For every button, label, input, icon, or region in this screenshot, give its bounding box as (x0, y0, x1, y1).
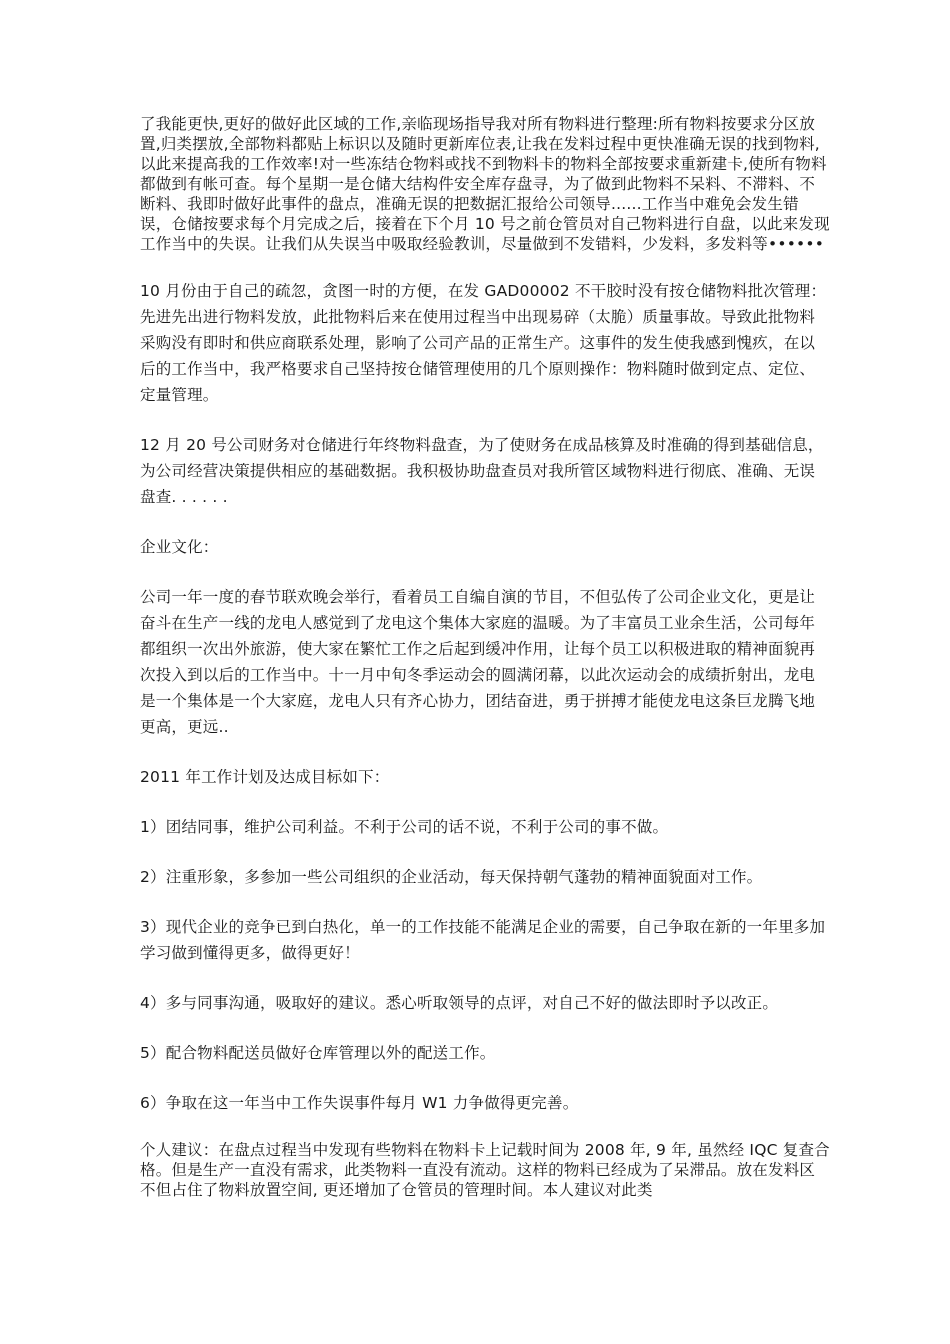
section-heading-2011-plan: 2011 年工作计划及达成目标如下： (140, 768, 390, 786)
paragraph-gap (140, 254, 830, 278)
plan-item-2: 2）注重形象，多参加一些公司组织的企业活动，每天保持朝气蓬勃的精神面貌面对工作。 (140, 868, 763, 886)
paragraph-october-incident: 10 月份由于自己的疏忽，贪图一时的方便，在发 GAD00002 不干胶时没有按仓储物料批次管理：先进先出进行物料发放，此批物料后来在使用过程当中出现易碎（太脆）质量事故。导致此批物料采购没有即时和供应商联系处理，影响了公司产品的正常生产。这事件的发生使我感到愧疚，在以后的工作当中，我严格要求自己坚持按仓储管理使用的几个原则操作：物料随时做到定点、定位、定量管理。 (140, 282, 827, 404)
paragraph-gap (140, 1066, 830, 1090)
paragraph-warehouse-organization: 了我能更快,更好的做好此区域的工作,亲临现场指导我对所有物料进行整理:所有物料按要求分区放置,归类摆放,全部物料都贴上标识以及随时更新库位表,让我在发料过程中更快准确无误的找到物料,以此来提高我的工作效率!对一些冻结仓物料或找不到物料卡的物料全部按要求重新建卡,使所有物料都做到有帐可查。每个星期一是仓储大结构件安全库存盘寻，为了做到此物料不呆料、不滞料、不断料、我即时做好此事件的盘点，准确无误的把数据汇报给公司领导......工作当中难免会发生错误，仓储按要求每个月完成之后，接着在下个月 10 号之前仓管员对自己物料进行自盘，以此来发现工作当中的失误。让我们从失误当中吸取经验教训，尽量做到不发错料，少发料，多发料等•••••• (140, 115, 830, 253)
plan-item-3: 3）现代企业的竞争已到白热化，单一的工作技能不能满足企业的需要，自己争取在新的一年里多加学习做到懂得更多，做得更好！ (140, 918, 826, 962)
paragraph-gap (140, 840, 830, 864)
document-body (140, 114, 830, 1200)
paragraph-gap (140, 560, 830, 584)
paragraph-gap (140, 1116, 830, 1140)
paragraph-gap (140, 510, 830, 534)
paragraph-gap (140, 890, 830, 914)
paragraph-corporate-culture: 公司一年一度的春节联欢晚会举行，看着员工自编自演的节目，不但弘传了公司企业文化，更是让奋斗在生产一线的龙电人感觉到了龙电这个集体大家庭的温暖。为了丰富员工业余生活，公司每年都组织一次出外旅游，使大家在繁忙工作之后起到缓冲作用，让每个员工以积极进取的精神面貌再次投入到以后的工作当中。十一月中旬冬季运动会的圆满闭幕，以此次运动会的成绩折射出，龙电是一个集体是一个大家庭，龙电人只有齐心协力，团结奋进，勇于拼搏才能使龙电这条巨龙腾飞地更高，更远.. (140, 588, 816, 736)
paragraph-gap (140, 740, 830, 764)
plan-item-4: 4）多与同事沟通，吸取好的建议。悉心听取领导的点评，对自己不好的做法即时予以改正。 (140, 994, 779, 1012)
paragraph-gap (140, 408, 830, 432)
paragraph-gap (140, 966, 830, 990)
paragraph-gap (140, 1016, 830, 1040)
paragraph-gap (140, 790, 830, 814)
plan-item-1: 1）团结同事，维护公司利益。不利于公司的话不说，不利于公司的事不做。 (140, 818, 669, 836)
plan-item-6: 6）争取在这一年当中工作失误事件每月 W1 力争做得更完善。 (140, 1094, 579, 1112)
paragraph-personal-suggestion: 个人建议：在盘点过程当中发现有些物料在物料卡上记载时间为 2008 年, 9 年, 虽然经 IQC 复查合格。但是生产一直没有需求，此类物料一直没有流动。这样的物料已经成为了呆滞品。放在发料区不但占住了物料放置空间, 更还增加了仓管员的管理时间。本人建议对此类 (140, 1141, 830, 1199)
paragraph-year-end-inventory: 12 月 20 号公司财务对仓储进行年终物料盘查，为了使财务在成品核算及时准确的得到基础信息，为公司经营决策提供相应的基础数据。我积极协助盘查员对我所管区域物料进行彻底、准确、无误盘查. . . . . . (140, 436, 824, 506)
section-heading-corporate-culture: 企业文化： (140, 538, 219, 556)
plan-item-5: 5）配合物料配送员做好仓库管理以外的配送工作。 (140, 1044, 496, 1062)
